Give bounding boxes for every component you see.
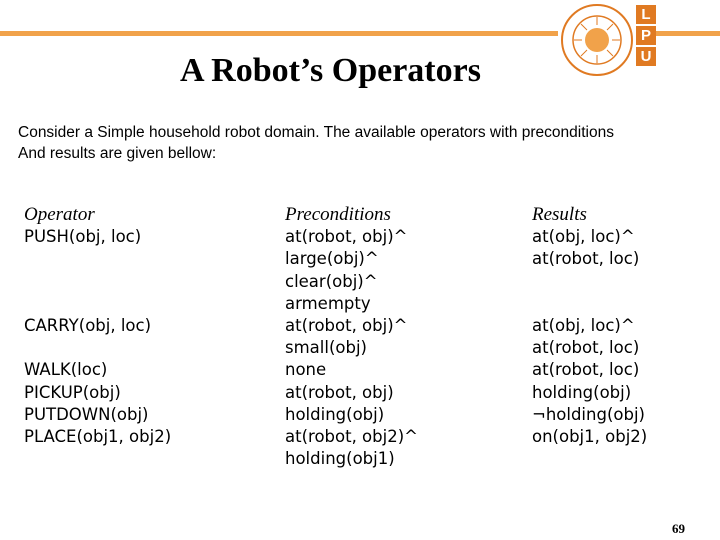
result-cell: at(robot, loc): [532, 338, 640, 358]
precondition-cell: at(robot, obj2)^: [285, 427, 418, 447]
operator-cell: WALK(loc): [24, 360, 108, 380]
operator-cell: [24, 248, 171, 270]
result-cell: at(obj, loc)^: [532, 227, 635, 247]
intro-text: [18, 122, 718, 164]
logo-letter-p: P: [636, 26, 656, 45]
result-cell: on(obj1, obj2): [532, 427, 648, 447]
intro-line-2: And results are given bellow:: [18, 145, 217, 162]
operator-cell: PICKUP(obj): [24, 382, 121, 402]
intro-line-1: Consider a Simple household robot domain. The available operators with preconditions: [18, 124, 614, 141]
precondition-cell: at(robot, obj)^: [285, 227, 408, 247]
logo-letter-u: U: [636, 47, 656, 66]
page-number: 69: [672, 521, 685, 536]
university-seal-icon: [560, 3, 634, 77]
operator-cell: [24, 293, 171, 315]
operator-cell: PLACE(obj1, obj2): [24, 427, 172, 447]
result-cell: [532, 271, 647, 293]
preconditions-column: [285, 204, 418, 470]
operator-column: [24, 204, 171, 448]
results-column: [532, 204, 647, 448]
slide-title: A Robot’s Operators: [180, 52, 481, 89]
result-cell: ¬holding(obj): [532, 404, 645, 424]
precondition-cell: small(obj): [285, 338, 367, 358]
precondition-cell: holding(obj1): [285, 449, 395, 469]
precondition-cell: armempty: [285, 293, 371, 313]
result-cell: at(obj, loc)^: [532, 316, 635, 336]
operator-cell: CARRY(obj, loc): [24, 316, 152, 336]
operator-cell: PUTDOWN(obj): [24, 404, 149, 424]
operator-header: Operator: [24, 204, 95, 225]
precondition-cell: at(robot, obj)^: [285, 316, 408, 336]
operator-cell: [24, 337, 171, 359]
operator-cell: PUSH(obj, loc): [24, 227, 142, 247]
result-cell: at(robot, loc): [532, 249, 640, 269]
logo-letter-l: L: [636, 5, 656, 24]
header-accent-line: [0, 31, 558, 36]
results-header: Results: [532, 204, 587, 225]
precondition-cell: none: [285, 360, 327, 380]
precondition-cell: at(robot, obj): [285, 382, 394, 402]
precondition-cell: clear(obj)^: [285, 271, 378, 291]
header-accent-line-right: [650, 31, 720, 36]
result-cell: [532, 293, 647, 315]
result-cell: holding(obj): [532, 382, 632, 402]
operator-cell: [24, 271, 171, 293]
result-cell: at(robot, loc): [532, 360, 640, 380]
preconditions-header: Preconditions: [285, 204, 391, 225]
precondition-cell: large(obj)^: [285, 249, 379, 269]
precondition-cell: holding(obj): [285, 404, 385, 424]
lpu-logo: [636, 5, 656, 66]
